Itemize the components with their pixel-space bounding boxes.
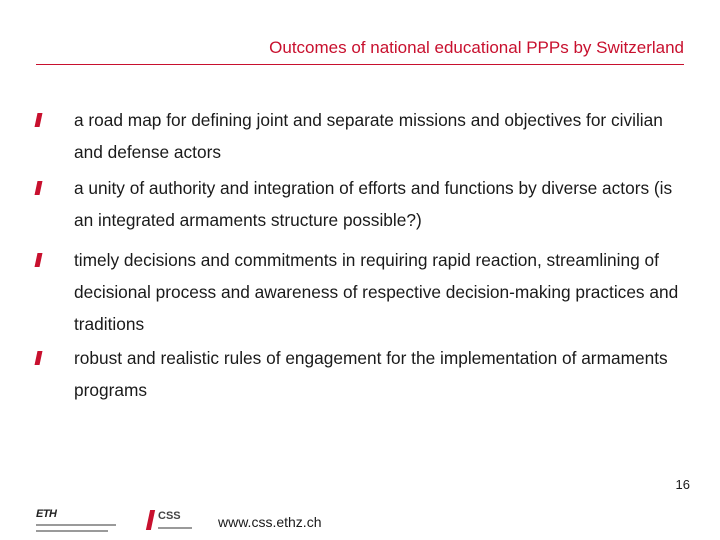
website-url: www.css.ethz.ch — [218, 514, 322, 530]
bullet-text: timely decisions and commitments in requiring rapid reaction, streamlining of decisional process and awareness of respective decision-making practices and traditions — [74, 250, 679, 334]
eth-logo — [36, 508, 136, 538]
bullet-list — [36, 104, 684, 410]
bullet-item — [36, 342, 684, 406]
bullet-marker-icon — [35, 181, 43, 195]
css-logo-mark: CSS — [158, 510, 181, 522]
bullet-item — [36, 104, 684, 168]
bullet-text: robust and realistic rules of engagement for the implementation of armaments programs — [74, 348, 668, 400]
css-logo-subtitle-line — [158, 527, 192, 529]
slide-title: Outcomes of national educational PPPs by Switzerland — [269, 38, 684, 57]
bullet-text: a unity of authority and integration of efforts and functions by diverse actors (is an integrated armaments structure possible?) — [74, 178, 673, 230]
bullet-marker-icon — [35, 351, 43, 365]
eth-logo-subtitle-line — [36, 524, 116, 526]
bullet-marker-icon — [35, 253, 43, 267]
title-divider — [36, 64, 684, 65]
css-logo-bar-icon — [146, 510, 155, 530]
bullet-item — [36, 172, 684, 236]
css-logo — [148, 508, 208, 538]
page-number: 16 — [675, 477, 690, 492]
bullet-text: a road map for defining joint and separate missions and objectives for civilian and defense actors — [74, 110, 663, 162]
bullet-item — [36, 244, 684, 340]
eth-logo-mark: ETH — [36, 508, 57, 520]
bullet-marker-icon — [35, 113, 43, 127]
slide-footer — [0, 477, 720, 540]
eth-logo-subtitle-line — [36, 530, 108, 532]
